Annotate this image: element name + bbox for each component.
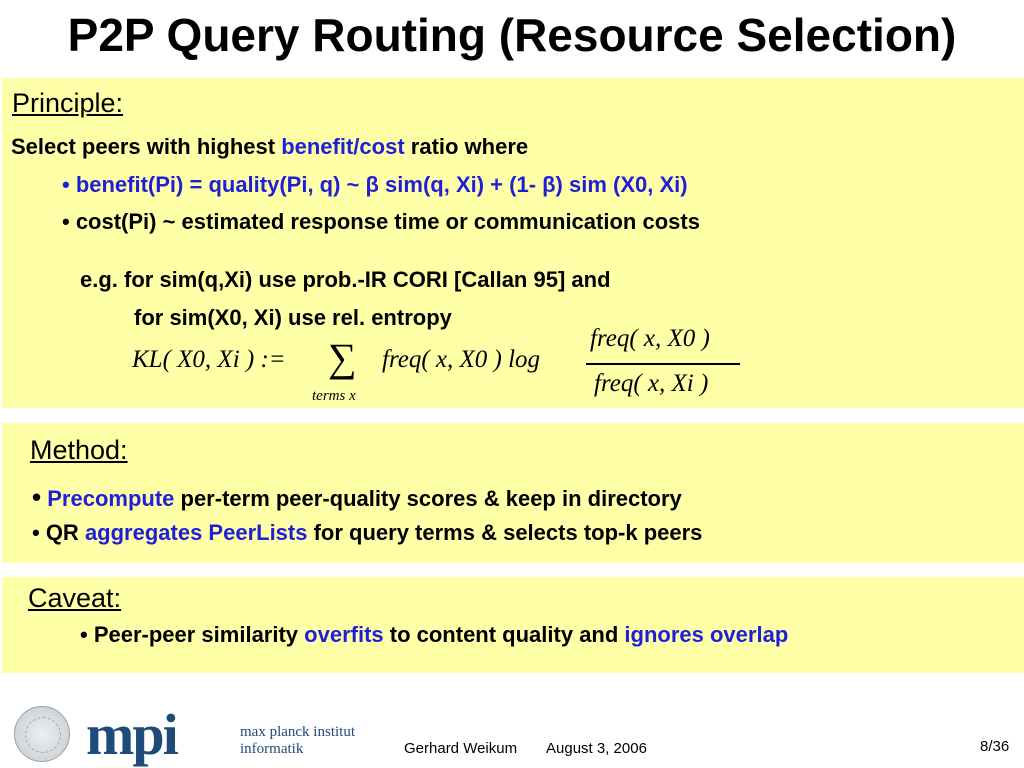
logo-line-2: informatik [240,741,304,757]
mpi-logo-mark: mpi [86,702,177,767]
method-bullet-2 [32,520,702,546]
fraction-bar [586,363,740,365]
minerva-seal-icon [14,706,70,762]
caveat-pre: • Peer-peer similarity [80,622,305,647]
overfits-text: overfits [304,622,384,647]
formula-numerator: freq( x, X0 ) [590,325,710,352]
benefit-bullet: • benefit(Pi) = quality(Pi, q) ~ β sim(q, Xi) + (1- β) sim (X0, Xi) [62,172,688,197]
caveat-box [2,577,1024,673]
formula-term: freq( x, X0 ) log [382,346,541,373]
caveat-heading: Caveat: [28,583,122,613]
intro-text: Select peers with highest [11,134,282,159]
formula-sum-sub: terms x [312,388,356,404]
caveat-mid: to content quality and [383,622,625,647]
caveat-bullet [80,622,788,648]
eg-line-2: for sim(X0, Xi) use rel. entropy [134,305,452,330]
footer-author: Gerhard Weikum [404,740,518,757]
ignores-overlap-text: ignores overlap [624,622,789,647]
method-1-rest: per-term peer-quality scores & keep in directory [174,486,682,511]
formula-lhs: KL( X0, Xi ) := [132,346,286,373]
cost-bullet: • cost(Pi) ~ estimated response time or communication costs [62,209,700,234]
precompute-text: Precompute [47,486,175,511]
method-bullet-1 [32,482,682,513]
formula-sum: ∑ [328,335,357,380]
formula-denominator: freq( x, Xi ) [594,370,709,397]
slide-title: P2P Query Routing (Resource Selection) [67,9,957,61]
principle-heading: Principle: [12,88,124,118]
method-box [2,423,1024,563]
qr-text: • QR [32,520,85,545]
logo-line-1: max planck institut [240,724,355,740]
mpi-logo-text [240,724,355,758]
footer-date: August 3, 2006 [546,740,647,757]
page-number: 8/36 [980,738,1010,755]
eg-line-1: e.g. for sim(q,Xi) use prob.-IR CORI [Callan 95] and [80,267,611,292]
method-heading: Method: [30,435,128,465]
principle-intro [11,134,528,160]
intro-benefit-cost: benefit/cost [281,134,405,159]
seal-ring [25,717,61,753]
method-2-rest: for query terms & selects top-k peers [307,520,703,545]
intro-ratio: ratio where [404,134,529,159]
bullet-dot: • [32,482,42,512]
aggregates-peerlists-text: aggregates PeerLists [84,520,308,545]
principle-box [2,78,1024,408]
